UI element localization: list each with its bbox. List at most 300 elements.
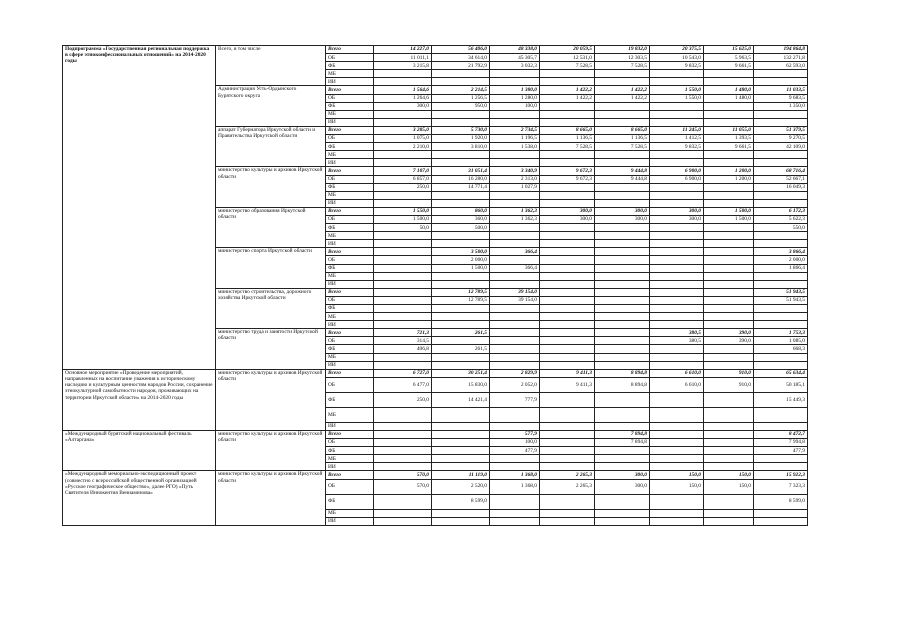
amount-cell: 42 109,0 bbox=[754, 143, 808, 151]
amount-cell: 1 550,0 bbox=[650, 86, 704, 94]
amount-cell bbox=[650, 256, 704, 264]
amount-cell: 62 593,0 bbox=[754, 62, 808, 70]
amount-cell bbox=[490, 159, 540, 167]
funding-source-cell: ФБ bbox=[326, 447, 374, 455]
amount-cell bbox=[595, 517, 650, 525]
amount-cell bbox=[490, 305, 540, 313]
amount-cell bbox=[704, 224, 754, 232]
amount-cell: 31 051,4 bbox=[432, 167, 490, 175]
amount-cell bbox=[754, 199, 808, 207]
amount-cell: 8 665,0 bbox=[595, 126, 650, 134]
amount-cell: 11 119,0 bbox=[432, 471, 490, 479]
amount-cell: 1 564,6 bbox=[374, 86, 432, 94]
amount-cell bbox=[754, 361, 808, 369]
amount-cell bbox=[432, 151, 490, 159]
amount-cell bbox=[432, 272, 490, 280]
amount-cell: 1 362,3 bbox=[490, 207, 540, 215]
amount-cell bbox=[595, 256, 650, 264]
funding-source-cell: Всего bbox=[326, 430, 374, 438]
amount-cell bbox=[650, 288, 704, 296]
amount-cell bbox=[540, 345, 595, 353]
amount-cell bbox=[432, 232, 490, 240]
amount-cell bbox=[704, 248, 754, 256]
amount-cell: 2 265,3 bbox=[540, 471, 595, 479]
document-page bbox=[62, 45, 808, 526]
amount-cell bbox=[595, 110, 650, 118]
amount-cell: 150,0 bbox=[650, 471, 704, 479]
funding-source-cell: Всего bbox=[326, 46, 374, 54]
amount-cell bbox=[754, 280, 808, 288]
amount-cell: 9 661,5 bbox=[704, 143, 754, 151]
amount-cell bbox=[754, 463, 808, 471]
amount-cell bbox=[595, 329, 650, 337]
amount-cell bbox=[595, 264, 650, 272]
amount-cell: 300,0 bbox=[540, 207, 595, 215]
amount-cell: 2 313,0 bbox=[490, 175, 540, 183]
amount-cell bbox=[754, 422, 808, 430]
amount-cell bbox=[540, 102, 595, 110]
amount-cell bbox=[432, 407, 490, 422]
amount-cell bbox=[595, 78, 650, 86]
amount-cell: 1 538,0 bbox=[490, 143, 540, 151]
amount-cell bbox=[595, 248, 650, 256]
funding-source-cell: ФБ bbox=[326, 494, 374, 509]
amount-cell bbox=[595, 151, 650, 159]
amount-cell bbox=[595, 494, 650, 509]
amount-cell: 9 411,3 bbox=[540, 369, 595, 377]
table-row bbox=[63, 369, 808, 377]
amount-cell bbox=[754, 78, 808, 86]
amount-cell bbox=[704, 517, 754, 525]
amount-cell bbox=[650, 151, 704, 159]
amount-cell bbox=[650, 199, 704, 207]
amount-cell: 910,0 bbox=[704, 369, 754, 377]
amount-cell: 9 832,5 bbox=[650, 143, 704, 151]
amount-cell bbox=[432, 280, 490, 288]
amount-cell bbox=[704, 407, 754, 422]
amount-cell bbox=[490, 118, 540, 126]
budget-table-body bbox=[63, 46, 808, 526]
amount-cell bbox=[704, 232, 754, 240]
amount-cell: 577,9 bbox=[490, 430, 540, 438]
funding-source-cell: ФБ bbox=[326, 264, 374, 272]
amount-cell: 51 943,5 bbox=[754, 296, 808, 304]
amount-cell: 390,0 bbox=[704, 329, 754, 337]
amount-cell: 6 857,0 bbox=[374, 175, 432, 183]
amount-cell: 9 661,5 bbox=[704, 62, 754, 70]
executor-cell: министерство спорта Иркутской области bbox=[216, 248, 326, 288]
amount-cell bbox=[650, 430, 704, 438]
funding-source-cell: ФБ bbox=[326, 62, 374, 70]
amount-cell: 1 500,0 bbox=[374, 215, 432, 223]
amount-cell: 6 610,0 bbox=[650, 377, 704, 392]
amount-cell bbox=[490, 280, 540, 288]
amount-cell bbox=[490, 110, 540, 118]
amount-cell bbox=[650, 183, 704, 191]
amount-cell bbox=[704, 463, 754, 471]
amount-cell bbox=[704, 509, 754, 517]
funding-source-cell: ФБ bbox=[326, 305, 374, 313]
amount-cell: 1 280,0 bbox=[490, 94, 540, 102]
amount-cell bbox=[754, 517, 808, 525]
amount-cell bbox=[540, 118, 595, 126]
amount-cell bbox=[374, 151, 432, 159]
table-row bbox=[63, 430, 808, 438]
amount-cell: 5 730,0 bbox=[432, 126, 490, 134]
amount-cell bbox=[540, 494, 595, 509]
amount-cell bbox=[432, 118, 490, 126]
amount-cell: 100,0 bbox=[490, 439, 540, 447]
amount-cell bbox=[650, 353, 704, 361]
amount-cell: 8 665,0 bbox=[540, 126, 595, 134]
funding-source-cell: Всего bbox=[326, 288, 374, 296]
amount-cell bbox=[374, 455, 432, 463]
amount-cell: 8 599,0 bbox=[754, 494, 808, 509]
amount-cell bbox=[490, 494, 540, 509]
amount-cell: 314,5 bbox=[374, 337, 432, 345]
funding-source-cell: Всего bbox=[326, 329, 374, 337]
amount-cell: 721,3 bbox=[374, 329, 432, 337]
amount-cell bbox=[595, 70, 650, 78]
amount-cell bbox=[754, 151, 808, 159]
table-row bbox=[63, 46, 808, 54]
funding-source-cell: Всего bbox=[326, 207, 374, 215]
amount-cell: 1 027,9 bbox=[490, 183, 540, 191]
amount-cell bbox=[540, 224, 595, 232]
amount-cell bbox=[540, 353, 595, 361]
amount-cell: 300,0 bbox=[595, 215, 650, 223]
funding-source-cell: МБ bbox=[326, 151, 374, 159]
amount-cell: 150,0 bbox=[650, 479, 704, 494]
amount-cell: 34 614,0 bbox=[432, 54, 490, 62]
amount-cell bbox=[540, 240, 595, 248]
amount-cell: 3 810,0 bbox=[432, 143, 490, 151]
amount-cell bbox=[754, 232, 808, 240]
amount-cell bbox=[595, 447, 650, 455]
amount-cell bbox=[595, 345, 650, 353]
amount-cell bbox=[704, 102, 754, 110]
amount-cell bbox=[704, 296, 754, 304]
amount-cell bbox=[374, 407, 432, 422]
amount-cell: 9 672,3 bbox=[540, 167, 595, 175]
amount-cell: 1 368,0 bbox=[490, 471, 540, 479]
amount-cell: 360,0 bbox=[432, 215, 490, 223]
amount-cell bbox=[432, 70, 490, 78]
funding-source-cell: МБ bbox=[326, 191, 374, 199]
program-name-cell: «Международный бурятский национальный фестиваль «Алтаргана» bbox=[63, 430, 216, 470]
amount-cell: 1 136,5 bbox=[540, 135, 595, 143]
amount-cell: 300,0 bbox=[595, 207, 650, 215]
amount-cell bbox=[540, 329, 595, 337]
program-name-cell: Основное мероприятие «Проведение мероприятий, направленных на воспитание уважения к историческому наследию и культурным ценностям народов России, сохранение этнокультурной самобытности народов, проживающих на территории Иркутской области» на 2014-2020 годы bbox=[63, 369, 216, 430]
executor-cell: Всего, в том числе bbox=[216, 46, 326, 86]
amount-cell bbox=[540, 70, 595, 78]
amount-cell bbox=[704, 70, 754, 78]
amount-cell bbox=[754, 110, 808, 118]
funding-source-cell: ОБ bbox=[326, 296, 374, 304]
amount-cell bbox=[490, 337, 540, 345]
amount-cell bbox=[704, 191, 754, 199]
amount-cell: 7 528,5 bbox=[540, 143, 595, 151]
amount-cell: 19 832,0 bbox=[595, 46, 650, 54]
amount-cell bbox=[432, 159, 490, 167]
amount-cell: 3 215,8 bbox=[374, 62, 432, 70]
amount-cell bbox=[650, 455, 704, 463]
amount-cell: 910,0 bbox=[704, 377, 754, 392]
amount-cell bbox=[595, 455, 650, 463]
amount-cell bbox=[432, 321, 490, 329]
amount-cell bbox=[540, 407, 595, 422]
funding-source-cell: ФБ bbox=[326, 183, 374, 191]
amount-cell bbox=[754, 313, 808, 321]
executor-cell: Администрация Усть-Ордынского Бурятского округа bbox=[216, 86, 326, 126]
amount-cell: 20 375,5 bbox=[650, 46, 704, 54]
funding-source-cell: МБ bbox=[326, 70, 374, 78]
amount-cell bbox=[540, 199, 595, 207]
amount-cell bbox=[754, 70, 808, 78]
amount-cell bbox=[432, 313, 490, 321]
amount-cell bbox=[374, 296, 432, 304]
executor-cell: министерство культуры и архивов Иркутской области bbox=[216, 167, 326, 207]
amount-cell: 500,0 bbox=[432, 224, 490, 232]
amount-cell: 3 340,9 bbox=[490, 167, 540, 175]
amount-cell: 7 528,5 bbox=[595, 143, 650, 151]
amount-cell: 150,0 bbox=[704, 471, 754, 479]
amount-cell bbox=[540, 392, 595, 407]
amount-cell: 68 716,4 bbox=[754, 167, 808, 175]
amount-cell: 1 422,2 bbox=[540, 86, 595, 94]
amount-cell bbox=[540, 256, 595, 264]
funding-source-cell: ИИ bbox=[326, 463, 374, 471]
amount-cell: 3 285,0 bbox=[374, 126, 432, 134]
amount-cell bbox=[374, 70, 432, 78]
amount-cell bbox=[650, 494, 704, 509]
amount-cell bbox=[540, 463, 595, 471]
amount-cell bbox=[374, 256, 432, 264]
amount-cell bbox=[490, 361, 540, 369]
amount-cell: 1 393,5 bbox=[704, 135, 754, 143]
amount-cell: 14 421,4 bbox=[432, 392, 490, 407]
amount-cell: 8 894,8 bbox=[595, 377, 650, 392]
amount-cell bbox=[704, 447, 754, 455]
amount-cell: 9 444,8 bbox=[595, 167, 650, 175]
amount-cell bbox=[595, 159, 650, 167]
executor-cell: министерство труда и занятости Иркутской области bbox=[216, 329, 326, 369]
amount-cell bbox=[704, 159, 754, 167]
amount-cell: 14 771,4 bbox=[432, 183, 490, 191]
amount-cell: 250,0 bbox=[374, 183, 432, 191]
amount-cell bbox=[704, 240, 754, 248]
executor-cell: министерство культуры и архивов Иркутской области bbox=[216, 369, 326, 430]
amount-cell bbox=[540, 509, 595, 517]
amount-cell: 380,5 bbox=[650, 329, 704, 337]
amount-cell: 7 894,8 bbox=[595, 439, 650, 447]
amount-cell bbox=[595, 288, 650, 296]
amount-cell bbox=[374, 232, 432, 240]
amount-cell bbox=[540, 517, 595, 525]
funding-source-cell: МБ bbox=[326, 353, 374, 361]
amount-cell: 2 520,0 bbox=[432, 479, 490, 494]
amount-cell: 51 943,5 bbox=[754, 288, 808, 296]
amount-cell bbox=[374, 78, 432, 86]
amount-cell: 15 449,3 bbox=[754, 392, 808, 407]
amount-cell bbox=[432, 463, 490, 471]
amount-cell: 7 894,8 bbox=[595, 430, 650, 438]
executor-cell: министерство культуры и архивов Иркутской области bbox=[216, 471, 326, 525]
amount-cell: 6 610,0 bbox=[650, 369, 704, 377]
amount-cell bbox=[650, 280, 704, 288]
executor-cell: аппарат Губернатора Иркутской области и Правительства Иркутской области bbox=[216, 126, 326, 166]
amount-cell: 45 305,7 bbox=[490, 54, 540, 62]
funding-source-cell: ИИ bbox=[326, 321, 374, 329]
funding-source-cell: ИИ bbox=[326, 422, 374, 430]
amount-cell bbox=[540, 447, 595, 455]
funding-source-cell: Всего bbox=[326, 248, 374, 256]
amount-cell bbox=[374, 264, 432, 272]
funding-source-cell: ИИ bbox=[326, 159, 374, 167]
amount-cell: 860,0 bbox=[432, 207, 490, 215]
amount-cell bbox=[490, 240, 540, 248]
amount-cell bbox=[650, 191, 704, 199]
amount-cell bbox=[540, 183, 595, 191]
amount-cell bbox=[540, 430, 595, 438]
amount-cell bbox=[432, 455, 490, 463]
amount-cell: 6 172,3 bbox=[754, 207, 808, 215]
amount-cell bbox=[704, 392, 754, 407]
funding-source-cell: МБ bbox=[326, 232, 374, 240]
amount-cell bbox=[704, 305, 754, 313]
funding-source-cell: ОБ bbox=[326, 215, 374, 223]
amount-cell: 5 622,3 bbox=[754, 215, 808, 223]
amount-cell bbox=[374, 280, 432, 288]
amount-cell bbox=[595, 422, 650, 430]
amount-cell: 11 011,1 bbox=[374, 54, 432, 62]
amount-cell: 2 052,0 bbox=[490, 377, 540, 392]
amount-cell: 261,5 bbox=[432, 329, 490, 337]
amount-cell bbox=[704, 118, 754, 126]
program-name-cell: Подпрограмма «Государственная региональная поддержка в сфере этноконфессиональных отношений» на 2014-2020 годы bbox=[63, 46, 216, 370]
amount-cell bbox=[650, 321, 704, 329]
amount-cell: 9 411,3 bbox=[540, 377, 595, 392]
amount-cell bbox=[704, 313, 754, 321]
amount-cell: 1 753,3 bbox=[754, 329, 808, 337]
amount-cell: 1 350,0 bbox=[754, 102, 808, 110]
amount-cell bbox=[704, 272, 754, 280]
amount-cell bbox=[650, 264, 704, 272]
amount-cell bbox=[374, 110, 432, 118]
amount-cell bbox=[490, 407, 540, 422]
funding-source-cell: ФБ bbox=[326, 345, 374, 353]
amount-cell bbox=[595, 199, 650, 207]
amount-cell bbox=[374, 361, 432, 369]
amount-cell bbox=[754, 305, 808, 313]
funding-source-cell: ИИ bbox=[326, 199, 374, 207]
amount-cell: 1 075,0 bbox=[374, 135, 432, 143]
amount-cell bbox=[374, 509, 432, 517]
amount-cell bbox=[704, 78, 754, 86]
amount-cell bbox=[490, 517, 540, 525]
amount-cell bbox=[374, 248, 432, 256]
amount-cell bbox=[650, 102, 704, 110]
amount-cell bbox=[595, 313, 650, 321]
amount-cell bbox=[595, 102, 650, 110]
funding-source-cell: Всего bbox=[326, 369, 374, 377]
amount-cell: 6 900,0 bbox=[650, 175, 704, 183]
amount-cell: 1 920,0 bbox=[432, 135, 490, 143]
amount-cell: 300,0 bbox=[374, 102, 432, 110]
funding-source-cell: ОБ bbox=[326, 256, 374, 264]
amount-cell: 1 500,0 bbox=[432, 264, 490, 272]
amount-cell: 366,4 bbox=[490, 264, 540, 272]
amount-cell: 2 829,9 bbox=[490, 369, 540, 377]
amount-cell bbox=[754, 321, 808, 329]
amount-cell bbox=[432, 422, 490, 430]
amount-cell: 15 625,0 bbox=[704, 46, 754, 54]
funding-source-cell: МБ bbox=[326, 313, 374, 321]
amount-cell: 1 380,0 bbox=[490, 86, 540, 94]
amount-cell: 11 033,5 bbox=[754, 86, 808, 94]
executor-cell: министерство образования Иркутской области bbox=[216, 207, 326, 247]
amount-cell bbox=[490, 78, 540, 86]
amount-cell bbox=[490, 70, 540, 78]
amount-cell bbox=[595, 353, 650, 361]
amount-cell bbox=[490, 353, 540, 361]
amount-cell bbox=[490, 329, 540, 337]
amount-cell bbox=[595, 232, 650, 240]
amount-cell: 261,5 bbox=[432, 345, 490, 353]
amount-cell: 2 214,5 bbox=[432, 86, 490, 94]
funding-source-cell: МБ bbox=[326, 272, 374, 280]
amount-cell: 570,0 bbox=[374, 479, 432, 494]
amount-cell: 6 727,0 bbox=[374, 369, 432, 377]
amount-cell bbox=[540, 305, 595, 313]
funding-source-cell: ФБ bbox=[326, 224, 374, 232]
amount-cell bbox=[595, 321, 650, 329]
amount-cell bbox=[704, 151, 754, 159]
amount-cell bbox=[650, 70, 704, 78]
amount-cell bbox=[595, 240, 650, 248]
amount-cell: 50 185,1 bbox=[754, 377, 808, 392]
amount-cell: 7 994,8 bbox=[754, 439, 808, 447]
amount-cell: 3 500,0 bbox=[432, 248, 490, 256]
amount-cell: 30 251,4 bbox=[432, 369, 490, 377]
amount-cell: 300,0 bbox=[540, 215, 595, 223]
amount-cell bbox=[540, 422, 595, 430]
funding-source-cell: ОБ bbox=[326, 377, 374, 392]
amount-cell bbox=[374, 118, 432, 126]
funding-source-cell: Всего bbox=[326, 126, 374, 134]
amount-cell bbox=[650, 447, 704, 455]
amount-cell: 300,0 bbox=[595, 471, 650, 479]
funding-source-cell: ИИ bbox=[326, 118, 374, 126]
amount-cell: 477,9 bbox=[490, 447, 540, 455]
amount-cell bbox=[540, 248, 595, 256]
amount-cell: 5 963,5 bbox=[704, 54, 754, 62]
amount-cell: 9 270,5 bbox=[754, 135, 808, 143]
amount-cell bbox=[490, 422, 540, 430]
amount-cell bbox=[754, 407, 808, 422]
amount-cell: 777,9 bbox=[490, 392, 540, 407]
amount-cell bbox=[432, 191, 490, 199]
amount-cell bbox=[432, 361, 490, 369]
funding-source-cell: ИИ bbox=[326, 361, 374, 369]
funding-source-cell: МБ bbox=[326, 110, 374, 118]
amount-cell: 668,3 bbox=[754, 345, 808, 353]
amount-cell bbox=[650, 272, 704, 280]
amount-cell bbox=[595, 118, 650, 126]
amount-cell bbox=[432, 353, 490, 361]
amount-cell bbox=[490, 345, 540, 353]
